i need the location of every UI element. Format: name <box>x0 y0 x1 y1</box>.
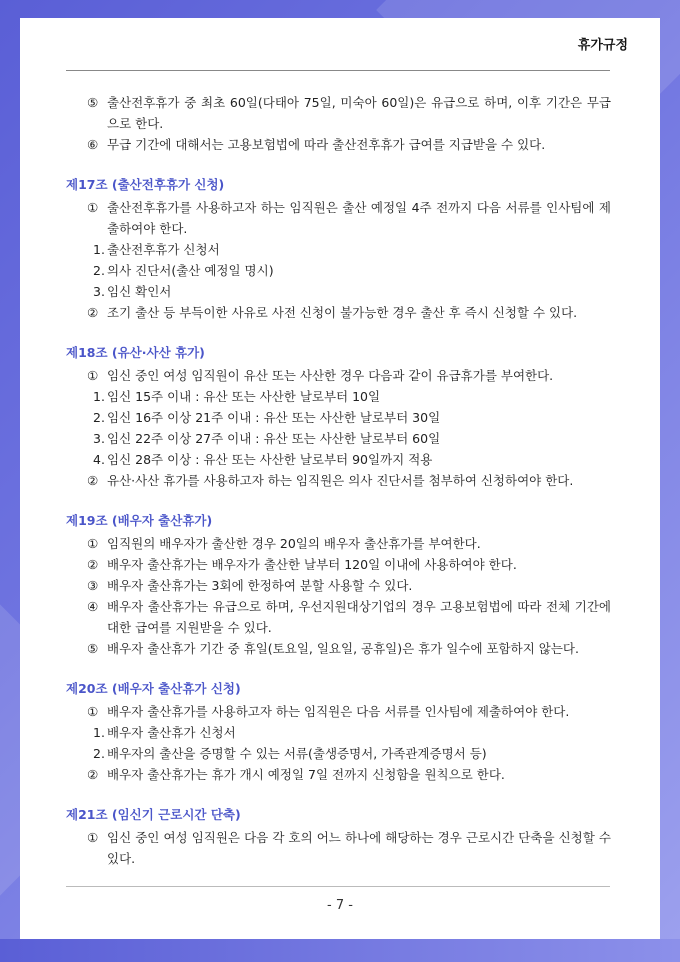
item-marker: ① <box>87 200 99 215</box>
clause-item <box>66 470 611 491</box>
item-text: 임신 중인 여성 임직원은 다음 각 호의 어느 하나에 해당하는 경우 근로시간 단축을 신청할 수 있다. <box>107 830 611 866</box>
item-marker: 1. <box>93 389 105 404</box>
numbered-sub-item <box>66 428 611 449</box>
article-list <box>66 175 611 869</box>
item-marker: ⑤ <box>87 95 99 110</box>
item-marker: ⑤ <box>87 641 99 656</box>
item-text: 배우자 출산휴가는 3회에 한정하여 분할 사용할 수 있다. <box>107 578 413 593</box>
item-marker: 2. <box>93 263 105 278</box>
item-text: 조기 출산 등 부득이한 사유로 사전 신청이 불가능한 경우 출산 후 즉시 신청할 수 있다. <box>107 305 578 320</box>
numbered-sub-item <box>66 260 611 281</box>
item-text: 배우자 출산휴가는 휴가 개시 예정일 7일 전까지 신청함을 원칙으로 한다. <box>107 767 505 782</box>
article-title: 제17조 (출산전후휴가 신청) <box>66 177 225 192</box>
item-text: 임신 22주 이상 27주 이내 : 유산 또는 사산한 날로부터 60일 <box>107 431 441 446</box>
item-text: 출산전후휴가 중 최초 60일(다태아 75일, 미숙아 60일)은 유급으로 하며, 이후 기간은 무급으로 한다. <box>107 95 611 131</box>
document-body <box>66 92 611 869</box>
clause-item <box>66 92 611 134</box>
item-marker: 3. <box>93 284 105 299</box>
item-marker: ① <box>87 704 99 719</box>
item-text: 유산·사산 휴가를 사용하고자 하는 임직원은 의사 진단서를 첨부하여 신청하여야 한다. <box>107 473 574 488</box>
clause-item <box>66 638 611 659</box>
item-marker: ① <box>87 368 99 383</box>
numbered-sub-item <box>66 722 611 743</box>
article-section <box>66 175 611 323</box>
clause-item <box>66 134 611 155</box>
item-marker: 1. <box>93 725 105 740</box>
clause-item <box>66 554 611 575</box>
item-marker: 1. <box>93 242 105 257</box>
intro-clauses <box>66 92 611 155</box>
item-marker: ⑥ <box>87 137 99 152</box>
item-marker: 2. <box>93 746 105 761</box>
item-text: 배우자의 출산을 증명할 수 있는 서류(출생증명서, 가족관계증명서 등) <box>107 746 487 761</box>
item-marker: ② <box>87 557 99 572</box>
item-marker: 4. <box>93 452 105 467</box>
numbered-sub-item <box>66 743 611 764</box>
clause-item <box>66 533 611 554</box>
clause-item <box>66 302 611 323</box>
page-number: - 7 - <box>327 898 353 913</box>
item-marker: 2. <box>93 410 105 425</box>
numbered-sub-item <box>66 239 611 260</box>
article-section <box>66 343 611 491</box>
item-text: 임직원의 배우자가 출산한 경우 20일의 배우자 출산휴가를 부여한다. <box>107 536 481 551</box>
item-marker: ① <box>87 536 99 551</box>
item-text: 의사 진단서(출산 예정일 명시) <box>107 263 274 278</box>
item-marker: ② <box>87 305 99 320</box>
clause-item <box>66 701 611 722</box>
item-text: 배우자 출산휴가는 유급으로 하며, 우선지원대상기업의 경우 고용보험법에 따라 전체 기간에 대한 급여를 지원받을 수 있다. <box>107 599 611 635</box>
item-text: 배우자 출산휴가를 사용하고자 하는 임직원은 다음 서류를 인사팀에 제출하여야 한다. <box>107 704 570 719</box>
item-text: 출산전후휴가 신청서 <box>107 242 220 257</box>
header-divider <box>66 70 610 71</box>
clause-item <box>66 827 611 869</box>
item-marker: ③ <box>87 578 99 593</box>
footer-divider <box>66 886 610 887</box>
numbered-sub-item <box>66 449 611 470</box>
clause-item <box>66 575 611 596</box>
article-section <box>66 805 611 869</box>
item-text: 임신 확인서 <box>107 284 172 299</box>
document-header-title: 휴가규정 <box>577 38 628 53</box>
clause-item <box>66 596 611 638</box>
item-marker: ② <box>87 767 99 782</box>
item-text: 임신 중인 여성 임직원이 유산 또는 사산한 경우 다음과 같이 유급휴가를 부여한다. <box>107 368 554 383</box>
item-text: 출산전후휴가를 사용하고자 하는 임직원은 출산 예정일 4주 전까지 다음 서류를 인사팀에 제출하여야 한다. <box>107 200 611 236</box>
article-section <box>66 511 611 659</box>
item-text: 임신 28주 이상 : 유산 또는 사산한 날로부터 90일까지 적용 <box>107 452 433 467</box>
item-text: 배우자 출산휴가 기간 중 휴일(토요일, 일요일, 공휴일)은 휴가 일수에 포함하지 않는다. <box>107 641 579 656</box>
numbered-sub-item <box>66 407 611 428</box>
clause-item <box>66 197 611 239</box>
numbered-sub-item <box>66 386 611 407</box>
clause-item <box>66 365 611 386</box>
clause-item <box>66 764 611 785</box>
article-title: 제18조 (유산·사산 휴가) <box>66 345 205 360</box>
article-title: 제21조 (임신기 근로시간 단축) <box>66 807 241 822</box>
item-marker: ④ <box>87 599 99 614</box>
item-marker: ② <box>87 473 99 488</box>
item-text: 배우자 출산휴가는 배우자가 출산한 날부터 120일 이내에 사용하여야 한다. <box>107 557 517 572</box>
article-title: 제20조 (배우자 출산휴가 신청) <box>66 681 241 696</box>
bottom-band <box>0 939 680 962</box>
numbered-sub-item <box>66 281 611 302</box>
item-text: 배우자 출산휴가 신청서 <box>107 725 236 740</box>
item-marker: 3. <box>93 431 105 446</box>
item-text: 임신 15주 이내 : 유산 또는 사산한 날로부터 10일 <box>107 389 381 404</box>
item-marker: ① <box>87 830 99 845</box>
article-section <box>66 679 611 785</box>
item-text: 무급 기간에 대해서는 고용보험법에 따라 출산전후휴가 급여를 지급받을 수 있다. <box>107 137 546 152</box>
article-title: 제19조 (배우자 출산휴가) <box>66 513 213 528</box>
item-text: 임신 16주 이상 21주 이내 : 유산 또는 사산한 날로부터 30일 <box>107 410 441 425</box>
